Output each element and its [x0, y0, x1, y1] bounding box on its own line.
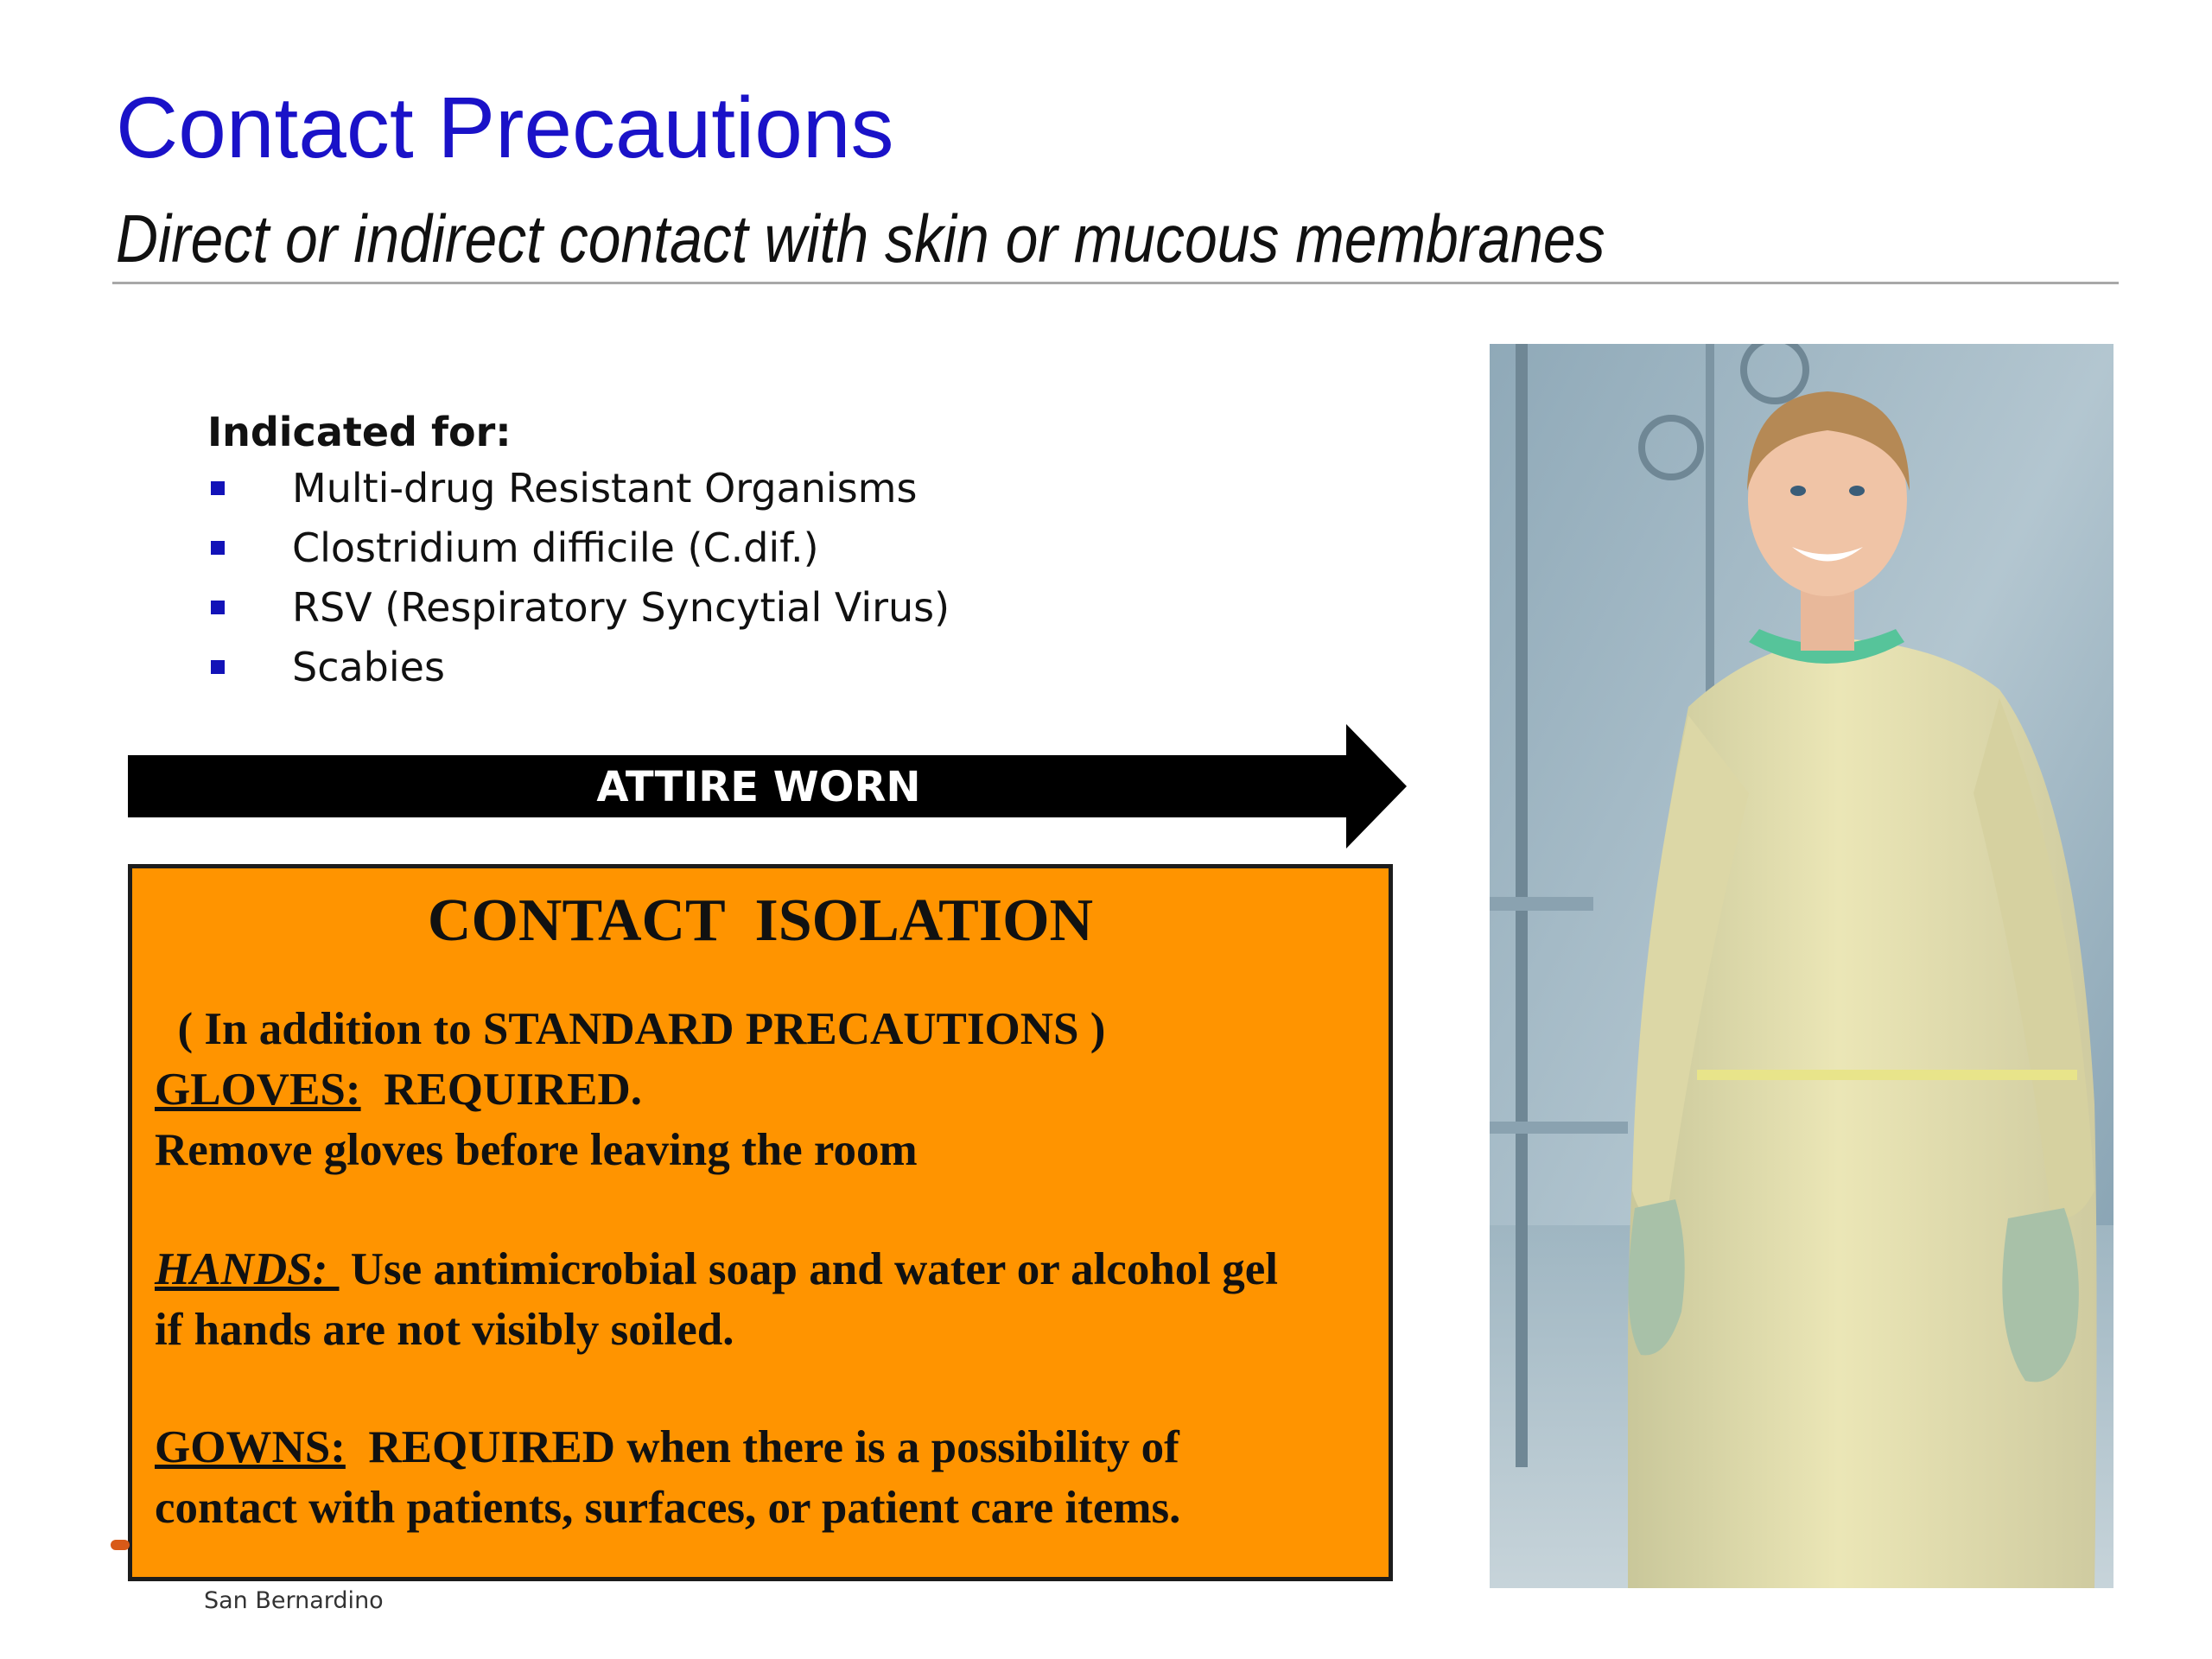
gloves-label: GLOVES: [155, 1065, 361, 1115]
gloves-line [155, 1060, 642, 1119]
indication-text: Clostridium difficile (C.dif.) [292, 524, 819, 571]
attire-label: ATTIRE WORN [596, 763, 921, 811]
square-bullet-icon [211, 541, 225, 555]
slide-title: Contact Precautions [116, 79, 894, 176]
hands-label: HANDS: [155, 1244, 340, 1294]
slide-subtitle: Direct or indirect contact with skin or mucous membranes [116, 200, 1605, 276]
gowned-nurse-photo [1490, 344, 2113, 1588]
gowns-label: GOWNS: [155, 1422, 346, 1472]
logo-mark-icon [111, 1540, 130, 1550]
indications-heading: Indicated for: [207, 409, 512, 455]
standard-precautions-note: ( In addition to STANDARD PRECAUTIONS ) [155, 1004, 1106, 1054]
gowns-line [155, 1418, 1179, 1477]
indication-text: Scabies [292, 644, 445, 690]
gloves-status: REQUIRED. [360, 1065, 642, 1115]
title-divider [112, 282, 2119, 284]
gowns-text-continued: contact with patients, surfaces, or patient care items. [155, 1483, 1181, 1533]
square-bullet-icon [211, 481, 225, 495]
square-bullet-icon [211, 601, 225, 614]
contact-isolation-sign [128, 864, 1393, 1581]
hands-text: Use antimicrobial soap and water or alcohol gel [339, 1244, 1279, 1294]
indication-text: RSV (Respiratory Syncytial Virus) [292, 584, 950, 631]
gowns-text: REQUIRED when there is a possibility of [345, 1422, 1179, 1472]
isolation-title: CONTACT ISOLATION [427, 887, 1094, 954]
gloves-note: Remove gloves before leaving the room [155, 1125, 918, 1175]
square-bullet-icon [211, 660, 225, 674]
hands-text-continued: if hands are not visibly soiled. [155, 1305, 734, 1355]
footer-location: San Bernardino [204, 1587, 384, 1614]
indication-text: Multi-drug Resistant Organisms [292, 465, 918, 512]
hands-line [155, 1240, 1278, 1299]
